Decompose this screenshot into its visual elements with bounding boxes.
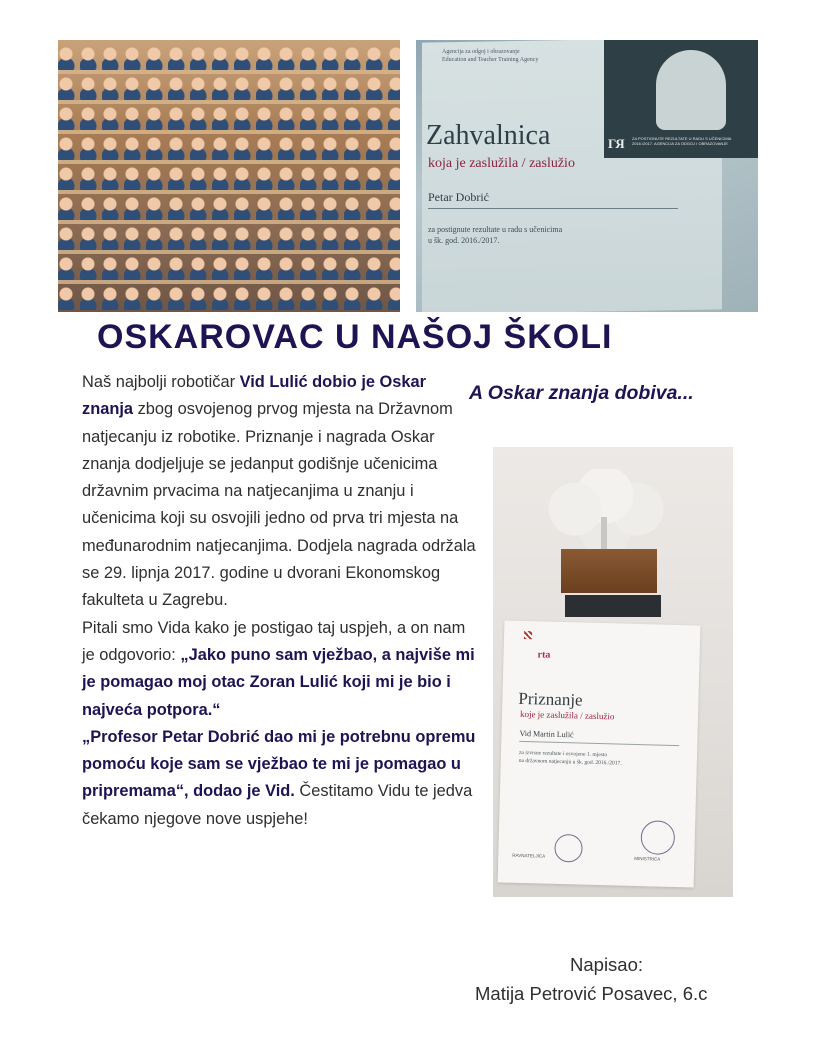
diploma-title: Priznanje — [518, 688, 583, 710]
certificate-text-line1: za postignute rezultate u radu s učenicima — [428, 225, 563, 234]
certificate-text — [428, 224, 562, 246]
award-photo — [493, 447, 733, 897]
audience-photo — [58, 40, 400, 312]
trophy-silhouette — [656, 50, 726, 130]
article-body — [82, 369, 478, 833]
diploma-line — [519, 741, 679, 746]
diploma-text-line2: na državnom natjecanju u šk. god. 2016./2017. — [518, 757, 622, 767]
diploma-text — [519, 749, 622, 768]
certificate-subtitle: koja je zaslužila / zaslužio — [428, 156, 575, 171]
certificate-org-line2: Education and Teacher Training Agency — [442, 57, 539, 63]
certificate-text-line2: u šk. god. 2016./2017. — [428, 236, 500, 245]
article-text: Pitali smo Vida kako je postigao taj uspjeh, a on nam je odgovorio: — [82, 618, 466, 664]
certificate-org-line1: Agencija za odgoj i obrazovanje — [442, 49, 520, 55]
trophy-base — [561, 549, 657, 593]
trophy-plate — [565, 595, 661, 617]
diploma-subtitle: koje je zaslužila / zaslužio — [519, 708, 615, 722]
certificate-line — [428, 208, 678, 209]
diploma-name: Vid Martin Lulić — [519, 728, 574, 740]
article-text: zbog osvojenog prvog mjesta na Državnom natjecanju iz robotike. Priznanje i nagrada Oskar znanja dodjeljuje se jedanput godišnje učenicima državnim prvacima na natjecanjima u znanju i učenicima koji su osvojili jedno od prva tri mjesta na međunarodnim natjecanjima. Dodjela nagrada održala se 29. lipnja 2017. godine u dvorani Ekonomskog fakulteta u Zagrebu. — [82, 400, 476, 610]
article-paragraph-2 — [82, 615, 478, 724]
certificate-org — [442, 48, 538, 64]
signature-left: RAVNATELJICA — [512, 852, 546, 859]
certificate-name: Petar Dobrić — [428, 190, 489, 204]
plaque-logo: ГЯ — [608, 136, 625, 151]
article-quote: „Jako puno sam vježbao, a najviše mi je pomagao moj otac Zoran Lulić koji mi je bio i najveća potpora.“ — [82, 645, 475, 719]
side-caption: A Oskar znanja dobiva... — [469, 382, 694, 404]
article-paragraph-3 — [82, 724, 478, 833]
page-title: OSKAROVAC U NAŠOJ ŠKOLI — [97, 318, 613, 356]
author-label: Napisao: — [570, 954, 644, 975]
article-quote: „Profesor Petar Dobrić dao mi je potrebnu opremu pomoću koje sam se vježbao te mi je pomagao u pripremama“, dodao je Vid. — [82, 727, 476, 801]
signature-right: MINISTRICA — [634, 855, 661, 862]
coat-of-arms-icon — [524, 631, 532, 639]
article-text: Naš najbolji robotičar — [82, 373, 240, 391]
article-paragraph-1 — [82, 369, 478, 615]
author-name: Matija Petrović Posavec, 6.c — [475, 983, 708, 1004]
plaque-text: ZA POSTIGNUTE REZULTATE U RADU S UČENICIMA 2016./2017. AGENCIJA ZA ODGOJ I OBRAZOVANJE — [632, 136, 732, 146]
stamp-icon — [640, 820, 675, 855]
article-text: Čestitamo Vidu te jedva čekamo njegove nove uspjehe! — [82, 782, 473, 828]
diploma-logo: rta — [537, 649, 551, 661]
certificate-title: Zahvalnica — [426, 120, 551, 151]
diploma — [498, 620, 701, 887]
diploma-text-line1: za izvrsne rezultate i osvojeno 1. mjesto — [518, 749, 608, 759]
article-bold-text: Vid Lulić dobio je Oskar znanja — [82, 373, 427, 419]
certificate-photo — [416, 40, 758, 312]
